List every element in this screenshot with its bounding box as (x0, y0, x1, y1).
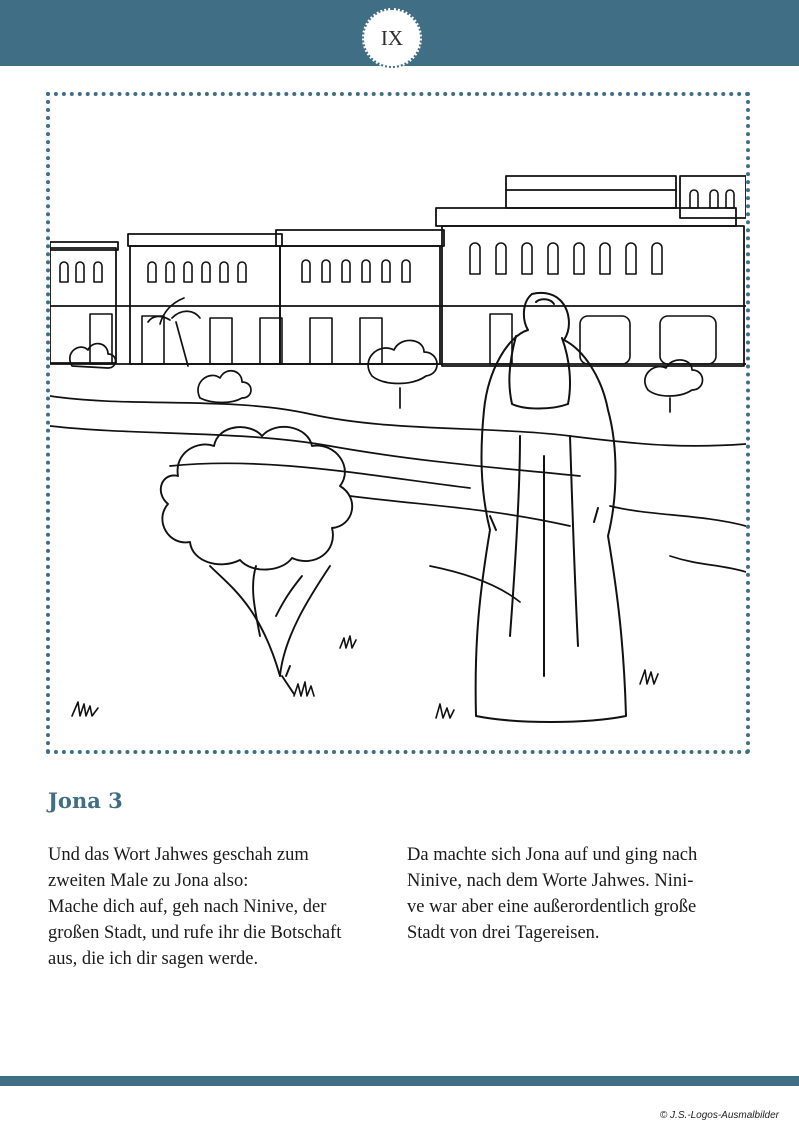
page-number-badge: IX (362, 8, 422, 68)
text-column-left (48, 842, 393, 972)
bottom-banner (0, 1076, 799, 1086)
jonah-figure (476, 293, 626, 722)
text-column-right (407, 842, 752, 946)
chapter-heading: Jona 3 (48, 788, 123, 813)
copyright-credit: © J.S.-Logos-Ausmalbilder (659, 1110, 779, 1121)
illustration-drawing (50, 96, 746, 750)
city-buildings (50, 176, 746, 366)
illustration-frame (46, 92, 750, 754)
river-banks (50, 396, 746, 602)
verse-text-right: Da machte sich Jona auf und ging nach Ninive, nach dem Worte Jahwes. Nini- ve war aber eine außerordentlich große Stadt von drei Tagereisen. (407, 845, 698, 943)
acacia-tree (161, 427, 352, 694)
verse-text-left: Und das Wort Jahwes geschah zum zweiten Male zu Jona also: Mache dich auf, geh nach Ninive, der großen Stadt, und rufe ihr die Botschaft aus, die ich dir sagen werde. (48, 845, 342, 969)
grass-tufts (72, 636, 658, 718)
